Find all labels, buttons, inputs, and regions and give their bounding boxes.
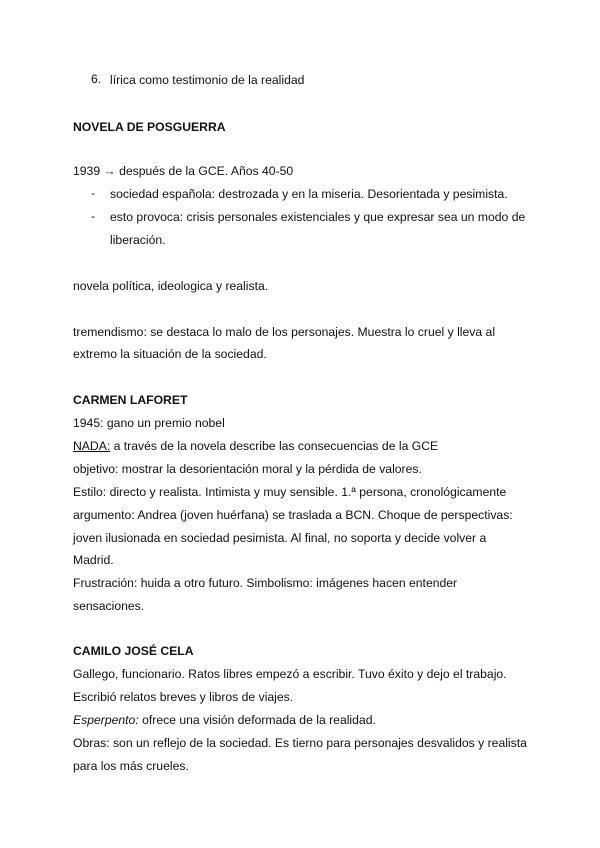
tremendismo-line: tremendismo: se destaca lo malo de los personajes. Muestra lo cruel y lleva al bbox=[73, 325, 496, 339]
laforet-line: objetivo: mostrar la desorientación moral y la pérdida de valores. bbox=[73, 462, 422, 476]
cela-line: Obras: son un reflejo de la sociedad. Es tierno para personajes desvalidos y realista bbox=[73, 736, 527, 750]
nada-title: NADA: bbox=[73, 439, 111, 453]
bullet-text: esto provoca: crisis personales existenciales y que expresar sea un modo de bbox=[110, 210, 526, 224]
laforet-line: Estilo: directo y realista. Intimista y muy sensible. 1.ª persona, cronológicamente bbox=[73, 485, 507, 499]
tremendismo-line: extremo la situación de la sociedad. bbox=[73, 347, 267, 361]
bullet-dash: - bbox=[91, 209, 96, 223]
bullet-text-continued: liberación. bbox=[110, 233, 166, 247]
list-number: 6. bbox=[91, 72, 102, 86]
section-heading-novela-posguerra: NOVELA DE POSGUERRA bbox=[73, 120, 226, 134]
cela-esperpento-line bbox=[73, 712, 376, 728]
laforet-line: joven ilusionada en sociedad pesimista. Al final, no soporta y decide volver a bbox=[73, 531, 487, 545]
bullet-text: sociedad española: destrozada y en la miseria. Desorientada y pesimista. bbox=[110, 187, 508, 201]
laforet-line: argumento: Andrea (joven huérfana) se traslada a BCN. Choque de perspectivas: bbox=[73, 508, 513, 522]
laforet-line: Frustración: huida a otro futuro. Simbolismo: imágenes hacen entender bbox=[73, 576, 458, 590]
esperpento-title: Esperpento: bbox=[73, 713, 139, 727]
bullet-dash: - bbox=[91, 186, 96, 200]
laforet-nada-line bbox=[73, 438, 438, 454]
laforet-line: Madrid. bbox=[73, 553, 114, 567]
posguerra-intro: 1939 → después de la GCE. Años 40-50 bbox=[73, 164, 294, 178]
cela-line: para los más crueles. bbox=[73, 759, 189, 773]
esperpento-description: ofrece una visión deformada de la realidad. bbox=[138, 713, 376, 727]
laforet-line: 1945: gano un premio nobel bbox=[73, 416, 225, 430]
section-heading-camilo-jose-cela: CAMILO JOSÉ CELA bbox=[73, 644, 194, 658]
cela-line: Gallego, funcionario. Ratos libres empezó a escribir. Tuvo éxito y dejo el trabajo. bbox=[73, 667, 507, 681]
cela-line: Escribió relatos breves y libros de viajes. bbox=[73, 690, 294, 704]
section-heading-carmen-laforet: CARMEN LAFORET bbox=[73, 393, 188, 407]
laforet-line: sensaciones. bbox=[73, 599, 145, 613]
nada-description: a través de la novela describe las consecuencias de la GCE bbox=[110, 439, 439, 453]
list-item-text: lírica como testimonio de la realidad bbox=[110, 73, 305, 87]
novela-politica-line: novela política, ideologica y realista. bbox=[73, 279, 269, 293]
